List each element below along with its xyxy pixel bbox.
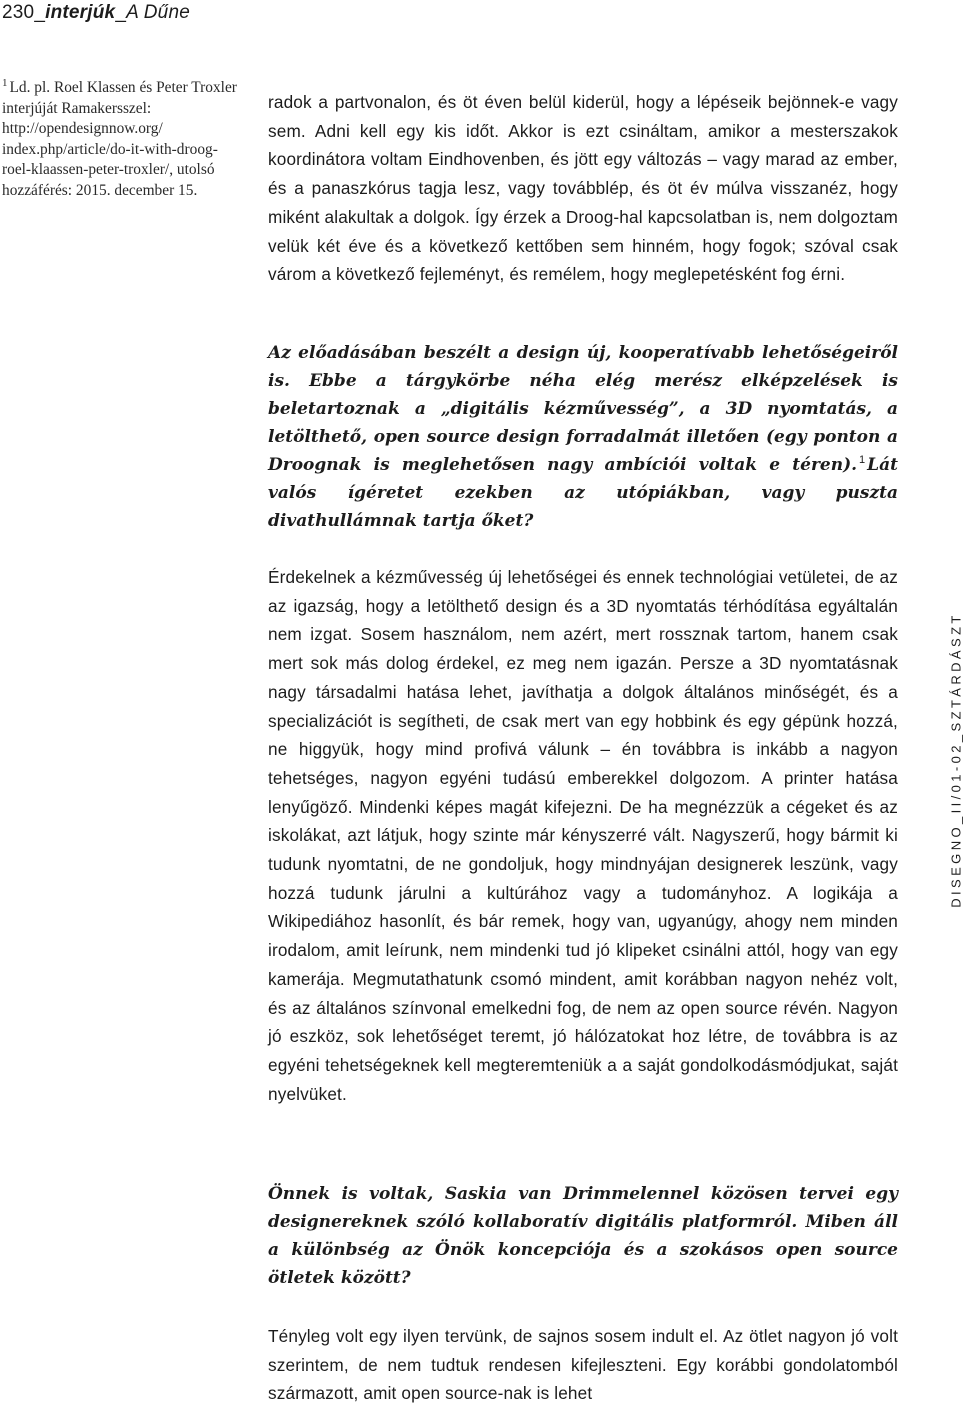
- journal-side-label: DISEGNO_II/01-02_SZTÁRDÁSZT: [948, 612, 964, 908]
- footnote-text: Ld. pl. Roel Klassen és Peter Troxler interjúját Ramakersszel: http://opendesignnow.org/ index.php/article/do-it-with-droog-roel-klaassen-peter-troxler/, utolsó hozzáférés:: [2, 79, 237, 199]
- page-number: 230: [2, 2, 35, 23]
- answer-paragraph-2: Érdekelnek a kézművesség új lehetőségei és ennek technológiai vetületei, de az az igazság, hogy a letölthető design és a 3D nyomtatás térhódítása egyáltalán nem izgat. Sosem használom, nem azért, mert rossznak tartom, hanem csak mert sok más dolog érdekel, ez meg nem igazán. Persze a 3D nyomtatásnak nagy társadalmi hatása lehet, javíthatja a dolgok általános minőségét, és a specializációt is segítheti, de csak mert van egy hobbink és egy gépünk hozzá, ne higgyük, hogy mind profivá válunk – én továbbra is inkább a nagyon tehetséges, nagyon egyéni tudású emberekkel dolgozom. A printer hatása lenyűgöző. Mindenki képes magát kifejezni. De ha megnézzük a cégeket és az iskolákat, azt látjuk, hogy szinte már kényszerré vált. Nagyszerű, hogy bármit ki tudunk nyomtatni, de ne gondoljuk, hogy mindnyájan designerek leszünk, vagy hozzá tudunk járulni a kultúrához vagy a tudományhoz. A logikája a Wikipediához hasonlít, és bár remek, hogy van, ugyanúgy, ahogy nem minden irodalom, amit leírunk, nem mindenki tud jó klipeket csinálni attól, hogy van egy kamerája. Megmutathatunk csomó mindent, amit korábban nagyon nehéz volt, és az általános színvonal emelkedni fog, de nem az open source révén. Nagyon jó eszköz, sok lehetőséget teremt, jó hálózatokat hoz létre, de továbbra is az egyéni tehetségeknek kell megteremteniük a a saját gondolkodásmódjukat, saját nyelvüket.: [268, 567, 898, 1104]
- section-title: interjúk: [45, 2, 116, 23]
- question-1-text-b: Lát valós ígéretet ezekben az utópiákban, vagy puszta divathullámnak tartja őket?: [268, 455, 898, 531]
- footnote-reference: 1: [859, 454, 866, 467]
- footnote-date: 2015. december 15.: [75, 181, 198, 199]
- running-header: [2, 2, 190, 24]
- header-separator: _: [34, 2, 46, 23]
- footnote: [2, 78, 242, 202]
- answer-paragraph-1: radok a partvonalon, és öt éven belül kiderül, hogy a lépéseik bejönnek-e vagy sem. Adni kell egy kis időt. Akkor is ezt csináltam, amikor a mesterszakok koordinátora voltam Eindhovenben, és jött egy változás – vagy marad az ember, és a panaszkórus tagja lesz, vagy továbblép, és öt év múlva visszanéz, hogy miként alakultak a dolgok. Így érzek a Droog-hal kapcsolatban is, nem dolgoztam velük két éve és a következő kettőben sem hinném, hogy fogok; szóval csak várom a következő fejleményt, és remélem, hogy meglepetésként fog érni.: [268, 92, 898, 285]
- interview-question-2: Önnek is voltak, Saskia van Drimmelennel közösen tervei egy designereknek szóló kollaboratív digitális platformról. Miben áll a különbség az Önök koncepciója és a szokásos open source ötletek között?: [268, 1184, 898, 1288]
- question-1-text-a: Az előadásában beszélt a design új, kooperatívabb lehetőségeiről is. Ebbe a tárgykörbe néha elég merész elképzelések is beletartoznak a „digitális kézművesség”, a 3D nyomtatás, a letölthető, open source design forradalmát illetően (egy ponton a Droognak is meglehetősen nagy ambíciói voltak e téren).: [268, 343, 898, 475]
- header-separator-2: _: [115, 2, 127, 23]
- answer-paragraph-3: Tényleg volt egy ilyen tervünk, de sajnos sosem indult el. Az ötlet nagyon jó volt szerintem, de nem tudtuk rendesen kifejleszteni. Egy korábbi gondolatomból származott, amit open source-nak is lehet: [268, 1326, 898, 1404]
- footnote-number: 1: [2, 76, 8, 89]
- article-subject: A Dűne: [126, 2, 190, 23]
- interview-question-1: [268, 339, 898, 535]
